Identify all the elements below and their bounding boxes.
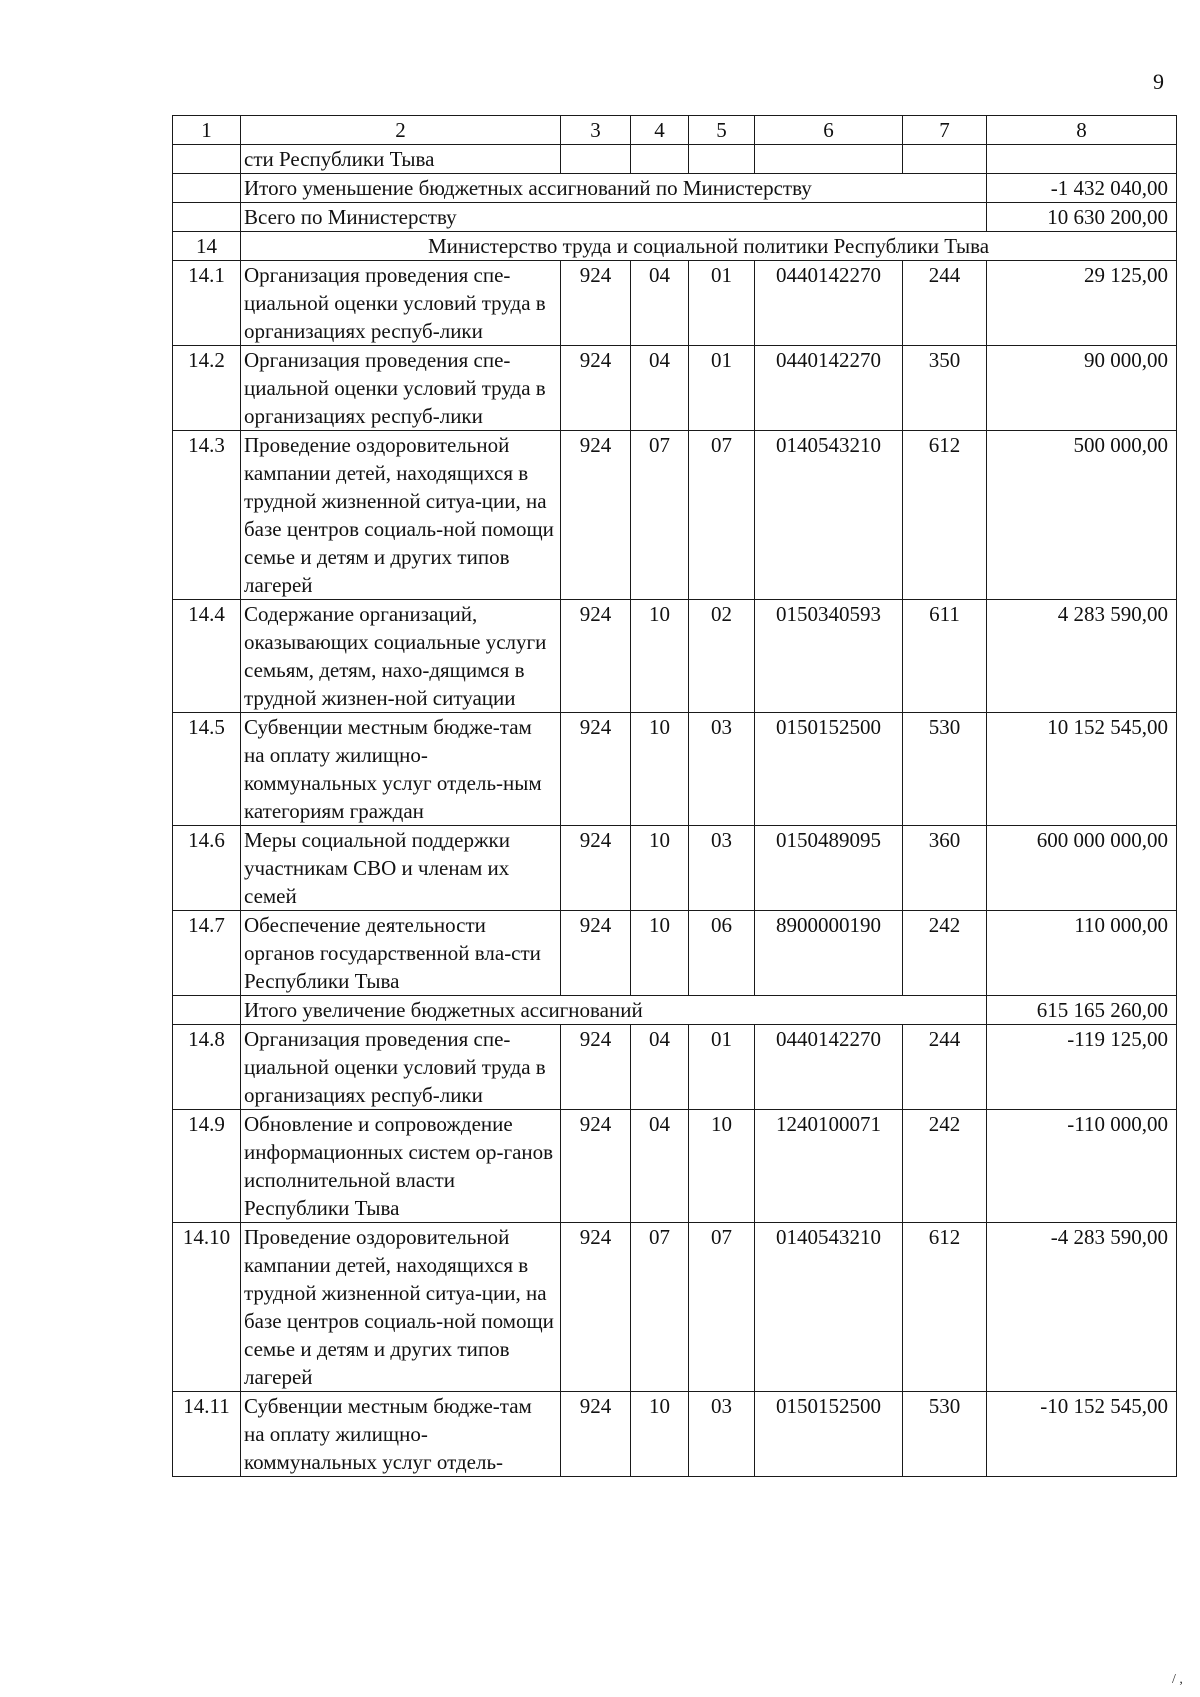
amount-cell: 110 000,00 (987, 911, 1177, 996)
description-cell: Субвенции местным бюдже-там на оплату жилищно-коммунальных услуг отдель-ным категориям граждан (241, 713, 561, 826)
row-number-cell: 14.10 (173, 1223, 241, 1392)
expense-type-cell: 350 (903, 346, 987, 431)
empty-cell (561, 145, 631, 174)
description-cell: Организация проведения спе-циальной оценки условий труда в организациях респуб-лики (241, 346, 561, 431)
subsection-cell: 01 (689, 261, 755, 346)
code-cell: 924 (561, 1025, 631, 1110)
code-cell: 924 (561, 346, 631, 431)
column-header: 7 (903, 116, 987, 145)
target-article-cell: 0150152500 (755, 713, 903, 826)
row-number-cell: 14.5 (173, 713, 241, 826)
row-number-cell: 14.7 (173, 911, 241, 996)
empty-cell (689, 145, 755, 174)
table-row (173, 1392, 1177, 1477)
table-row (173, 713, 1177, 826)
column-header: 6 (755, 116, 903, 145)
subsection-cell: 07 (689, 431, 755, 600)
column-header: 2 (241, 116, 561, 145)
column-header: 4 (631, 116, 689, 145)
amount-cell: -4 283 590,00 (987, 1223, 1177, 1392)
section-cell: 04 (631, 346, 689, 431)
total-amount: -1 432 040,00 (987, 174, 1177, 203)
code-cell: 924 (561, 713, 631, 826)
code-cell: 924 (561, 1223, 631, 1392)
subsection-cell: 01 (689, 346, 755, 431)
subsection-cell: 06 (689, 911, 755, 996)
code-cell: 924 (561, 261, 631, 346)
expense-type-cell: 530 (903, 1392, 987, 1477)
empty-cell (755, 145, 903, 174)
target-article-cell: 0140543210 (755, 431, 903, 600)
target-article-cell: 0440142270 (755, 261, 903, 346)
row-number-cell: 14.2 (173, 346, 241, 431)
description-cell: Обеспечение деятельности органов государственной вла-сти Республики Тыва (241, 911, 561, 996)
section-cell: 04 (631, 1110, 689, 1223)
description-cell: Субвенции местным бюдже-там на оплату жилищно-коммунальных услуг отдель- (241, 1392, 561, 1477)
target-article-cell: 1240100071 (755, 1110, 903, 1223)
expense-type-cell: 360 (903, 826, 987, 911)
expense-type-cell: 611 (903, 600, 987, 713)
expense-type-cell: 530 (903, 713, 987, 826)
total-label: Всего по Министерству (241, 203, 987, 232)
subsection-cell: 07 (689, 1223, 755, 1392)
code-cell: 924 (561, 1392, 631, 1477)
section-cell: 07 (631, 1223, 689, 1392)
code-cell: 924 (561, 1110, 631, 1223)
column-header: 5 (689, 116, 755, 145)
empty-cell (631, 145, 689, 174)
description-cell: Обновление и сопровождение информационных систем ор-ганов исполнительной власти Республики Тыва (241, 1110, 561, 1223)
section-cell: 10 (631, 600, 689, 713)
table-row (173, 261, 1177, 346)
description-cell: Меры социальной поддержки участникам СВО и членам их семей (241, 826, 561, 911)
description-cell: сти Республики Тыва (241, 145, 561, 174)
target-article-cell: 0150489095 (755, 826, 903, 911)
expense-type-cell: 612 (903, 431, 987, 600)
amount-cell: 500 000,00 (987, 431, 1177, 600)
subsection-cell: 03 (689, 826, 755, 911)
row-number-cell: 14.4 (173, 600, 241, 713)
row-number-cell: 14.1 (173, 261, 241, 346)
empty-cell (173, 203, 241, 232)
target-article-cell: 0150340593 (755, 600, 903, 713)
subsection-cell: 02 (689, 600, 755, 713)
table-row (173, 1110, 1177, 1223)
table-row (173, 911, 1177, 996)
code-cell: 924 (561, 826, 631, 911)
total-label: Итого увеличение бюджетных ассигнований (241, 996, 987, 1025)
expense-type-cell: 244 (903, 1025, 987, 1110)
description-cell: Проведение оздоровительной кампании детей, находящихся в трудной жизненной ситуа-ции, на базе центров социаль-ной помощи семье и детям и других типов лагерей (241, 1223, 561, 1392)
subsection-cell: 03 (689, 713, 755, 826)
total-amount: 615 165 260,00 (987, 996, 1177, 1025)
column-header: 3 (561, 116, 631, 145)
code-cell: 924 (561, 431, 631, 600)
code-cell: 924 (561, 600, 631, 713)
continuation-row (173, 145, 1177, 174)
total-decrease-prev-row (173, 174, 1177, 203)
code-cell: 924 (561, 911, 631, 996)
total-label: Итого уменьшение бюджетных ассигнований по Министерству (241, 174, 987, 203)
amount-cell: -110 000,00 (987, 1110, 1177, 1223)
ministry-name: Министерство труда и социальной политики Республики Тыва (241, 232, 1177, 261)
description-cell: Проведение оздоровительной кампании детей, находящихся в трудной жизненной ситуа-ции, на базе центров социаль-ной помощи семье и детям и других типов лагерей (241, 431, 561, 600)
table-row (173, 431, 1177, 600)
subsection-cell: 03 (689, 1392, 755, 1477)
row-number-cell: 14.9 (173, 1110, 241, 1223)
empty-cell (173, 996, 241, 1025)
column-header: 1 (173, 116, 241, 145)
row-number-cell: 14.8 (173, 1025, 241, 1110)
amount-cell: 10 152 545,00 (987, 713, 1177, 826)
amount-cell: 4 283 590,00 (987, 600, 1177, 713)
expense-type-cell: 612 (903, 1223, 987, 1392)
empty-cell (173, 174, 241, 203)
expense-type-cell: 242 (903, 1110, 987, 1223)
amount-cell: 600 000 000,00 (987, 826, 1177, 911)
table-row (173, 600, 1177, 713)
empty-cell (903, 145, 987, 174)
row-number-cell: 14.3 (173, 431, 241, 600)
section-cell: 10 (631, 713, 689, 826)
row-number-cell (173, 145, 241, 174)
target-article-cell: 8900000190 (755, 911, 903, 996)
section-cell: 07 (631, 431, 689, 600)
amount-cell: 90 000,00 (987, 346, 1177, 431)
total-prev-ministry-row (173, 203, 1177, 232)
expense-type-cell: 244 (903, 261, 987, 346)
row-number-cell: 14.6 (173, 826, 241, 911)
description-cell: Организация проведения спе-циальной оценки условий труда в организациях респуб-лики (241, 1025, 561, 1110)
target-article-cell: 0140543210 (755, 1223, 903, 1392)
section-cell: 10 (631, 826, 689, 911)
description-cell: Организация проведения спе-циальной оценки условий труда в организациях респуб-лики (241, 261, 561, 346)
ministry-row (173, 232, 1177, 261)
target-article-cell: 0440142270 (755, 346, 903, 431)
target-article-cell: 0150152500 (755, 1392, 903, 1477)
target-article-cell: 0440142270 (755, 1025, 903, 1110)
total-increase-row (173, 996, 1177, 1025)
table-row (173, 826, 1177, 911)
description-cell: Содержание организаций, оказывающих социальные услуги семьям, детям, нахо-дящимся в трудной жизнен-ной ситуации (241, 600, 561, 713)
expense-type-cell: 242 (903, 911, 987, 996)
budget-allocation-table (172, 115, 1177, 1477)
amount-cell: 29 125,00 (987, 261, 1177, 346)
corner-mark: / , (1172, 1672, 1183, 1687)
amount-cell: -119 125,00 (987, 1025, 1177, 1110)
page-number: 9 (1153, 69, 1164, 94)
subsection-cell: 10 (689, 1110, 755, 1223)
section-cell: 10 (631, 1392, 689, 1477)
table-row (173, 1223, 1177, 1392)
amount-cell: -10 152 545,00 (987, 1392, 1177, 1477)
row-number-cell: 14.11 (173, 1392, 241, 1477)
table-row (173, 346, 1177, 431)
subsection-cell: 01 (689, 1025, 755, 1110)
table-row (173, 1025, 1177, 1110)
ministry-number: 14 (173, 232, 241, 261)
empty-cell (987, 145, 1177, 174)
section-cell: 10 (631, 911, 689, 996)
total-amount: 10 630 200,00 (987, 203, 1177, 232)
column-header: 8 (987, 116, 1177, 145)
section-cell: 04 (631, 261, 689, 346)
section-cell: 04 (631, 1025, 689, 1110)
column-number-row (173, 116, 1177, 145)
